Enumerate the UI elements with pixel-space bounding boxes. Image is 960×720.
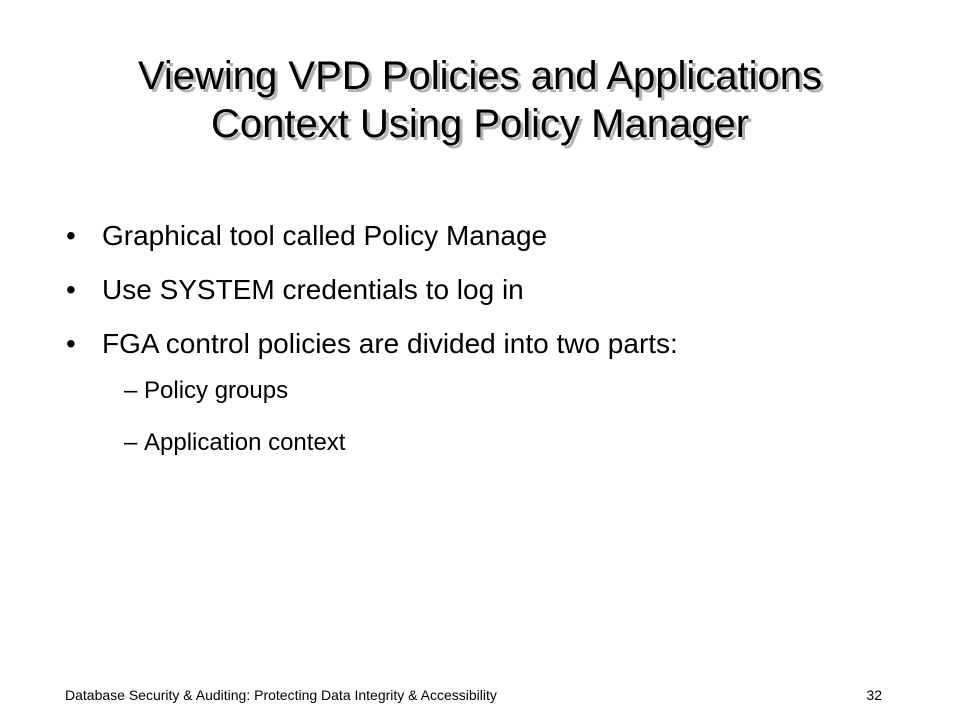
sub-bullet-item-policy-groups bbox=[66, 376, 926, 406]
footer-page-number: 32 bbox=[866, 687, 882, 703]
bullet-marker: • bbox=[66, 220, 76, 251]
bullet-item-system-credentials bbox=[66, 272, 926, 308]
sub-bullet-marker: – bbox=[124, 429, 138, 456]
footer-course-title: Database Security & Auditing: Protecting Data Integrity & Accessibility bbox=[65, 687, 497, 703]
sub-bullet-text: Application context bbox=[144, 429, 346, 456]
slide-title-line-2: Context Using Policy Manager bbox=[210, 102, 750, 146]
sub-bullet-text: Policy groups bbox=[144, 377, 289, 404]
bullet-text: Use SYSTEM credentials to log in bbox=[102, 274, 524, 305]
bullet-text: FGA control policies are divided into two parts: bbox=[102, 328, 678, 359]
bullet-list bbox=[66, 218, 926, 480]
bullet-item-graphical-tool bbox=[66, 218, 926, 254]
bullet-item-fga-policies bbox=[66, 326, 926, 362]
slide-title bbox=[40, 52, 920, 148]
bullet-marker: • bbox=[66, 274, 76, 305]
sub-bullet-marker: – bbox=[124, 377, 138, 404]
bullet-marker: • bbox=[66, 328, 76, 359]
sub-bullet-item-application-context bbox=[66, 428, 926, 458]
sub-bullet-list bbox=[66, 376, 926, 458]
sub-bullet-group bbox=[66, 376, 926, 458]
bullet-text: Graphical tool called Policy Manage bbox=[102, 220, 548, 251]
slide-title-line-1: Viewing VPD Policies and Applications bbox=[137, 54, 823, 98]
